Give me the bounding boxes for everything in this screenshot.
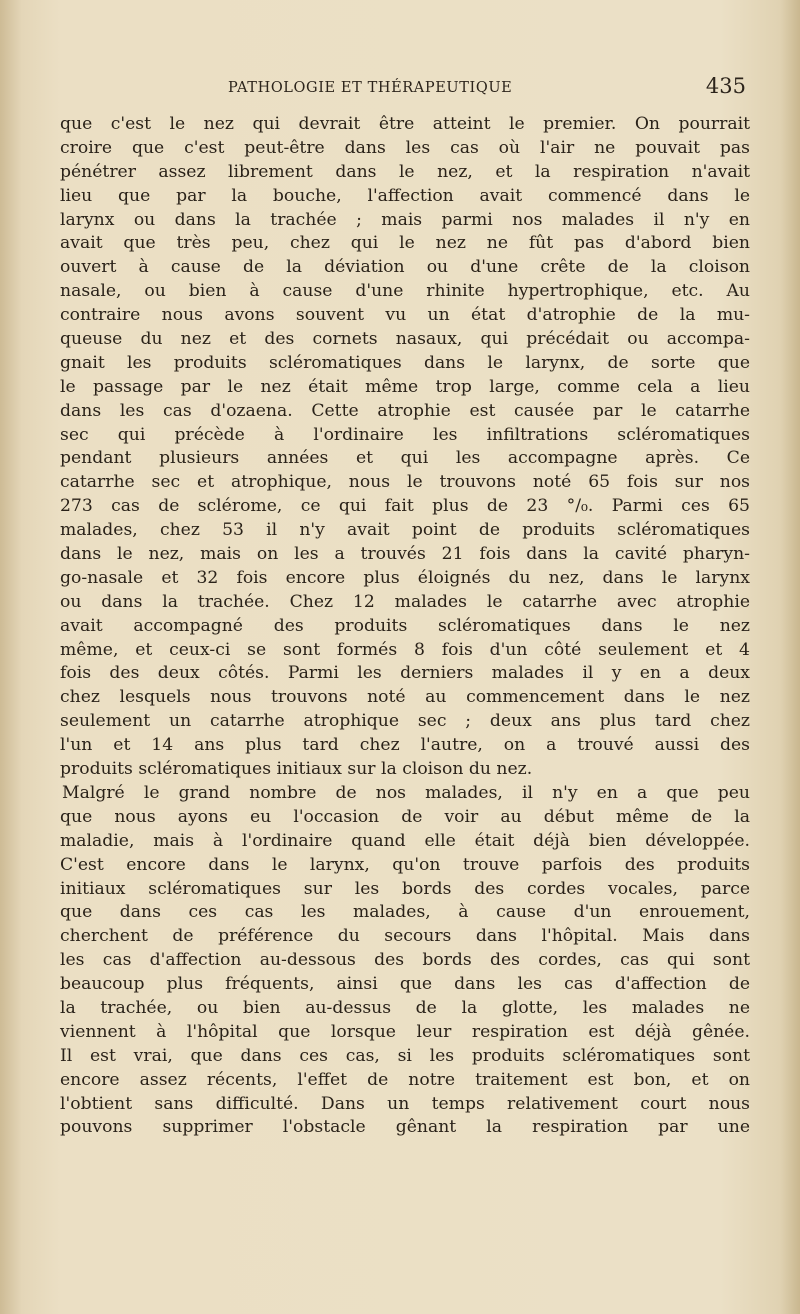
text-line: larynx ou dans la trachée ; mais parmi nos malades il n'y en: [60, 209, 750, 230]
text-line: le passage par le nez était même trop large, comme cela a lieu: [60, 376, 750, 397]
text-line: sec qui précède à l'ordinaire les infiltrations scléromatiques: [60, 424, 750, 445]
text-line: chez lesquels nous trouvons noté au commencement dans le nez: [60, 687, 750, 708]
text-line: les cas d'affection au-dessous des bords des cordes, cas qui sont: [60, 950, 750, 971]
text-line: catarrhe sec et atrophique, nous le trouvons noté 65 fois sur nos: [60, 472, 750, 493]
text-line: pendant plusieurs années et qui les accompagne après. Ce: [60, 448, 750, 469]
text-line: lieu que par la bouche, l'affection avait commencé dans le: [60, 185, 750, 206]
text-line: malades, chez 53 il n'y avait point de produits scléromatiques: [60, 520, 750, 541]
page-header: [60, 74, 750, 104]
text-line: l'un et 14 ans plus tard chez l'autre, on a trouvé aussi des: [60, 735, 750, 756]
text-line: avait accompagné des produits scléromatiques dans le nez: [60, 615, 750, 636]
text-line: que c'est le nez qui devrait être atteint le premier. On pourrait: [60, 114, 750, 134]
text-line: Il est vrai, que dans ces cas, si les produits scléromatiques sont: [60, 1045, 750, 1066]
text-line: dans le nez, mais on les a trouvés 21 fois dans la cavité pharyn-: [60, 544, 750, 565]
page-number: 435: [705, 74, 746, 98]
text-line: go-nasale et 32 fois encore plus éloignés du nez, dans le larynx: [60, 567, 750, 588]
text-line: que dans ces cas les malades, à cause d'un enrouement,: [60, 902, 750, 923]
text-line: la trachée, ou bien au-dessus de la glotte, les malades ne: [60, 997, 750, 1018]
text-line: nasale, ou bien à cause d'une rhinite hypertrophique, etc. Au: [60, 281, 750, 302]
text-line: croire que c'est peut-être dans les cas où l'air ne pouvait pas: [60, 137, 750, 158]
text-line: 273 cas de sclérome, ce qui fait plus de 23 °/₀. Parmi ces 65: [60, 496, 750, 517]
text-line: dans les cas d'ozaena. Cette atrophie est causée par le catarrhe: [60, 400, 750, 421]
text-line: seulement un catarrhe atrophique sec ; deux ans plus tard chez: [60, 711, 750, 732]
text-line: produits scléromatiques initiaux sur la cloison du nez.: [60, 759, 533, 780]
text-line: pouvons supprimer l'obstacle gênant la respiration par une: [60, 1117, 750, 1138]
text-line: avait que très peu, chez qui le nez ne fût pas d'abord bien: [60, 233, 750, 254]
running-title: PATHOLOGIE ET THÉRAPEUTIQUE: [228, 80, 513, 96]
text-line: ouvert à cause de la déviation ou d'une crête de la cloison: [60, 257, 750, 278]
text-line: même, et ceux-ci se sont formés 8 fois d'un côté seulement et 4: [60, 639, 750, 660]
text-line: gnait les produits scléromatiques dans le larynx, de sorte que: [60, 352, 750, 373]
text-line: que nous ayons eu l'occasion de voir au début même de la: [60, 806, 750, 827]
text-line: C'est encore dans le larynx, qu'on trouve parfois des produits: [60, 854, 750, 875]
text-line: viennent à l'hôpital que lorsque leur respiration est déjà gênée.: [60, 1021, 750, 1042]
text-line: maladie, mais à l'ordinaire quand elle était déjà bien développée.: [60, 830, 750, 851]
text-line: queuse du nez et des cornets nasaux, qui précédait ou accompa-: [60, 329, 750, 350]
text-line: encore assez récents, l'effet de notre traitement est bon, et on: [60, 1069, 750, 1090]
text-line: contraire nous avons souvent vu un état d'atrophie de la mu-: [60, 305, 750, 326]
text-line: Malgré le grand nombre de nos malades, il n'y en a que peu: [62, 782, 750, 803]
text-line: ou dans la trachée. Chez 12 malades le catarrhe avec atrophie: [60, 591, 750, 612]
text-line: pénétrer assez librement dans le nez, et la respiration n'avait: [60, 161, 750, 182]
text-line: fois des deux côtés. Parmi les derniers malades il y en a deux: [60, 663, 750, 684]
text-line: beaucoup plus fréquents, ainsi que dans les cas d'affection de: [60, 974, 750, 995]
body-text: [60, 113, 750, 1140]
text-line: initiaux scléromatiques sur les bords des cordes vocales, parce: [60, 878, 750, 899]
text-line: cherchent de préférence du secours dans l'hôpital. Mais dans: [60, 926, 750, 947]
text-line: l'obtient sans difficulté. Dans un temps relativement court nous: [60, 1093, 750, 1114]
